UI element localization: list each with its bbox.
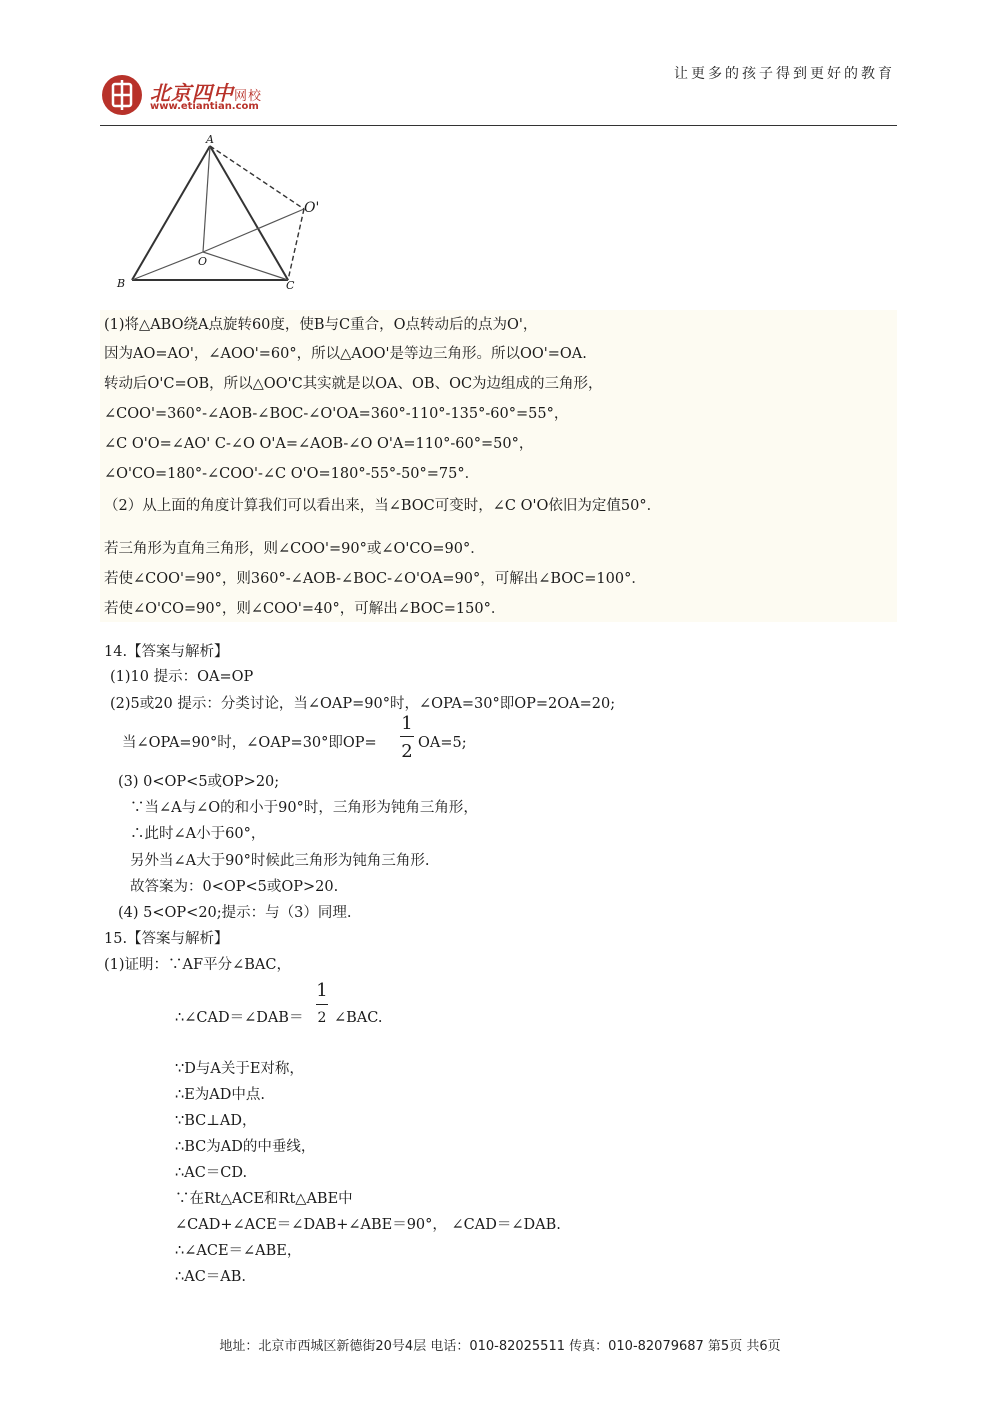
section-14-line: 另外当∠A大于90°时候此三角形为钝角三角形. <box>130 853 430 869</box>
section-14-line: ∴此时∠A小于60°， <box>130 826 266 842</box>
section-15-line: ∵BC⊥AD， <box>175 1113 257 1129</box>
solution-13-line: ∠COO'=360°-∠AOB-∠BOC-∠O'OA=360°-110°-135°-60°=55°， <box>104 406 569 422</box>
logo-name: 北京四中网校 <box>150 81 263 105</box>
solution-13-line: ∠O'CO=180°-∠COO'-∠C O'O=180°-55°-50°=75°． <box>104 466 480 482</box>
logo-suffix: 网校 <box>234 89 263 104</box>
label-b: B <box>117 277 126 290</box>
solution-13-line: 转动后O'C=OB，所以△OO'C其实就是以OA、OB、OC为边组成的三角形， <box>104 376 603 392</box>
label-o-prime: O' <box>304 200 320 216</box>
section-14-heading: 14.【答案与解析】 <box>104 644 229 660</box>
logo-url: www.etiantian.com <box>150 101 259 112</box>
fraction-bar <box>316 1004 328 1005</box>
solution-13-line: 若三角形为直角三角形，则∠COO'=90°或∠O'CO=90°． <box>104 541 485 557</box>
triangle-figure <box>112 132 332 300</box>
section-15-line: ∴∠ACE＝∠ABE， <box>175 1243 302 1259</box>
fraction-numerator: 1 <box>401 713 413 734</box>
section-14-line: (3) 0<OP<5或OP>20; <box>118 774 280 790</box>
section-14-line: 当∠OPA=90°时，∠OAP=30°即OP= <box>122 735 377 751</box>
fraction-bar <box>400 736 414 737</box>
section-15-line: ∠CAD+∠ACE＝∠DAB+∠ABE＝90°， ∠CAD＝∠DAB. <box>175 1217 561 1233</box>
section-14-line: (2)5或20 提示：分类讨论，当∠OAP=90°时，∠OPA=30°即OP=2OA=20; <box>110 696 616 712</box>
section-14-line: 故答案为：0<OP<5或OP>20. <box>130 879 339 895</box>
section-15-line: ∵D与A关于E对称， <box>175 1061 304 1077</box>
solution-13-line: 因为AO=AO'，∠AOO'=60°，所以△AOO'是等边三角形。所以OO'=OA. <box>104 346 587 362</box>
label-a: A <box>206 133 214 146</box>
fraction-denominator: 2 <box>401 741 413 762</box>
solution-13-line: ∠C O'O=∠AO' C-∠O O'A=∠AOB-∠O O'A=110°-60°=50°， <box>104 436 534 452</box>
solution-13-line: (1)将△ABO绕A点旋转60度，使B与C重合，O点转动后的点为O'， <box>104 317 538 333</box>
header-divider <box>100 125 897 126</box>
header-slogan: 让更多的孩子得到更好的教育 <box>674 66 895 82</box>
section-14-line: (1)10 提示：OA=OP <box>110 669 254 685</box>
solution-13-line: （2）从上面的角度计算我们可以看出来，当∠BOC可变时，∠C O'O依旧为定值50°． <box>104 498 662 514</box>
page-header <box>100 55 897 127</box>
solution-13-line: 若使∠COO'=90°，则360°-∠AOB-∠BOC-∠O'OA=90°，可解出∠BOC=100°． <box>104 571 646 587</box>
fraction-numerator: 1 <box>316 980 328 1001</box>
school-logo-icon <box>102 75 142 115</box>
section-15-heading: 15.【答案与解析】 <box>104 931 229 947</box>
label-o: O <box>198 255 208 268</box>
section-15-line: ∴E为AD中点. <box>175 1087 266 1103</box>
section-15-line: ∴AC＝AB. <box>175 1269 247 1285</box>
section-15-line: ∴BC为AD的中垂线， <box>175 1139 316 1155</box>
solution-13-line: 若使∠O'CO=90°，则∠COO'=40°，可解出∠BOC=150°． <box>104 601 506 617</box>
section-15-line: ∴∠CAD＝∠DAB＝ <box>175 1010 304 1026</box>
section-15-line: ∵在Rt△ACE和Rt△ABE中 <box>175 1191 353 1207</box>
section-15-line: (1)证明：∵AF平分∠BAC， <box>104 957 291 973</box>
page-footer: 地址：北京市西城区新德街20号4层 电话：010-82025511 传真：010-82079687 第5页 共6页 <box>219 1339 781 1354</box>
section-14-line: OA=5; <box>418 735 467 751</box>
section-15-line: ∠BAC. <box>334 1010 383 1026</box>
section-14-line: ∵当∠A与∠O的和小于90°时，三角形为钝角三角形， <box>130 800 478 816</box>
fraction-denominator: 2 <box>317 1010 327 1026</box>
section-15-line: ∴AC＝CD. <box>175 1165 248 1181</box>
label-c: C <box>286 279 295 292</box>
section-14-line: (4) 5<OP<20;提示：与（3）同理. <box>118 905 352 921</box>
